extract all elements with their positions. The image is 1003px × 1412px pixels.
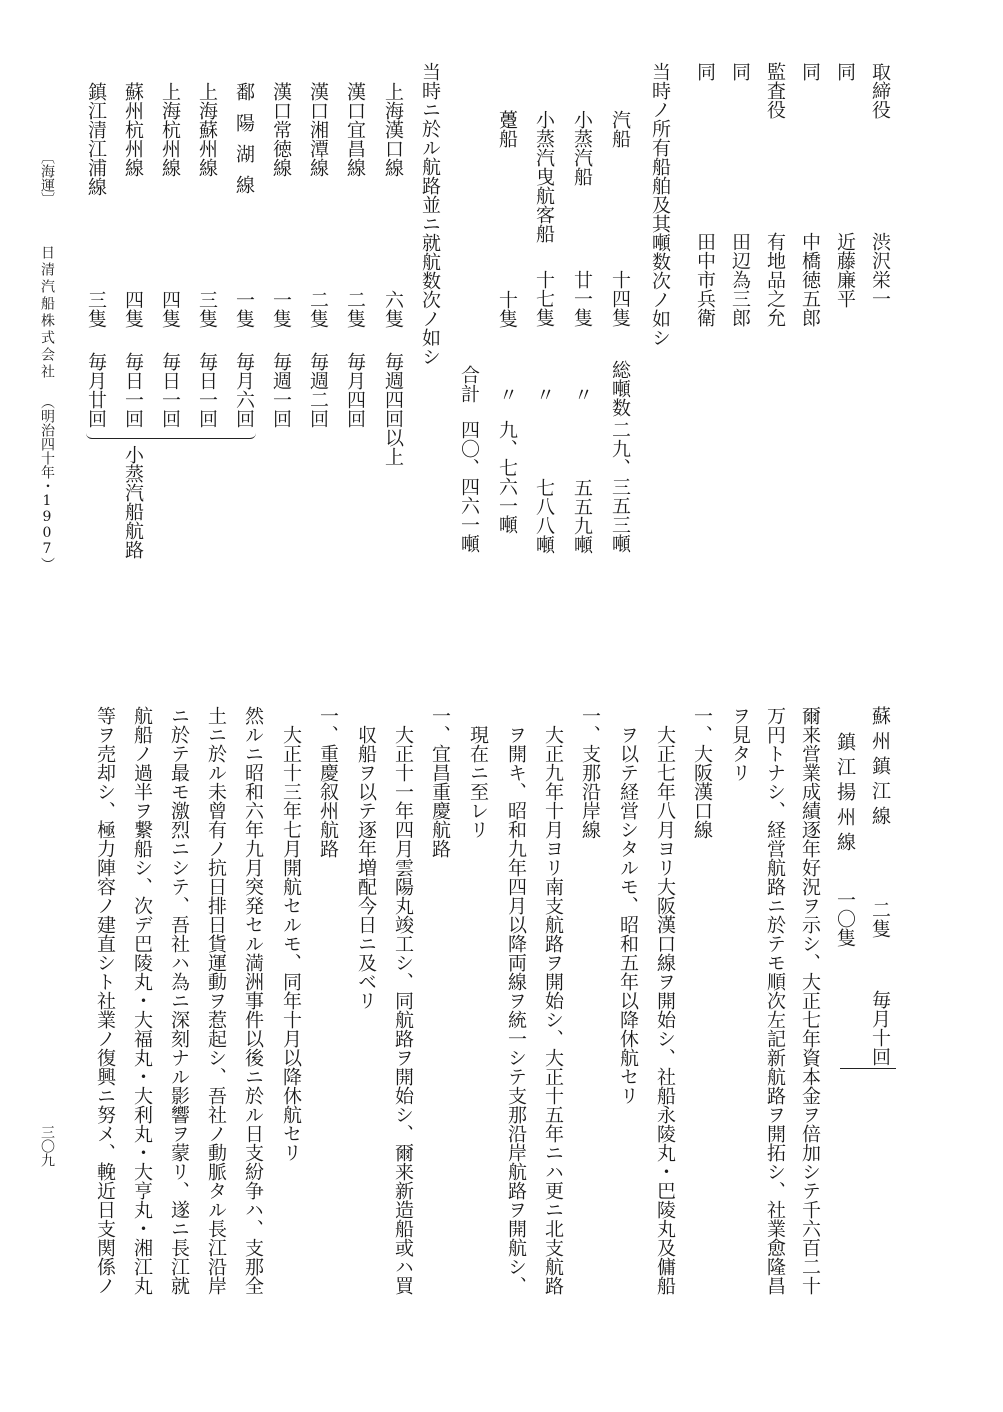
fleet-count: 廿一隻 — [571, 270, 593, 327]
route-line: 上海漢口線 — [382, 82, 404, 177]
route-line: 漢口常徳線 — [270, 82, 292, 177]
text-column: ヲ開キ、昭和九年四月以降両線ヲ統一シテ支那沿岸航路ヲ開航シ、 — [505, 725, 527, 1295]
footer-era: （明治四十年・1907） — [39, 395, 55, 571]
route-ships: 一〇隻 — [834, 890, 856, 947]
route-ships: 三隻 — [85, 290, 107, 328]
routes-heading: 当時ニ於ル航路並ニ就航数次ノ如シ — [419, 62, 441, 366]
route-freq: 毎月四回 — [344, 352, 366, 428]
fleet-count: 十四隻 — [609, 270, 631, 327]
text-column: 大正十一年四月雲陽丸竣工シ、同航路ヲ開始シ、爾来新造船或ハ買 — [392, 725, 414, 1295]
route-line: 漢口湘潭線 — [307, 82, 329, 177]
route-ships: 四隻 — [159, 290, 181, 328]
text-column: 現在ニ至レリ — [467, 725, 489, 839]
route-freq: 毎月廿回 — [85, 352, 107, 428]
route-group-brace — [86, 432, 256, 439]
text-column: 大正十三年七月開航セルモ、同年十月以降休航セリ — [280, 725, 302, 1162]
fleet-count: 十隻 — [496, 290, 518, 328]
officer-name: 近藤廉平 — [834, 232, 856, 308]
route-line: 鄱陽湖線 — [233, 82, 255, 206]
text-column: 爾来営業成績逐年好況ヲ示シ、大正七年資本金ヲ倍加シテ千六百二十 — [799, 706, 821, 1295]
route-freq: 毎日一回 — [196, 352, 218, 428]
officer-role: 取締役 — [869, 62, 891, 119]
section-heading: 一、支那沿岸線 — [579, 706, 601, 839]
text-column: 大正九年十月ヨリ南支航路ヲ開始シ、大正十五年ニハ更ニ北支航路 — [542, 725, 564, 1295]
route-brace — [840, 1040, 896, 1069]
text-column: 等ヲ売却シ、極力陣容ノ建直シト社業ノ復興ニ努メ、輓近日支関係ノ — [94, 706, 116, 1295]
officer-name: 有地品之允 — [764, 232, 786, 327]
text-column: 航船ノ過半ヲ繋船シ、次デ巴陵丸・大福丸・大利丸・大亨丸・湘江丸 — [131, 706, 153, 1295]
officer-role: 同 — [834, 62, 856, 81]
fleet-kind: 小蒸汽船 — [571, 110, 593, 186]
route-ships: 二隻 — [869, 900, 891, 938]
fleet-total: 四〇、四六一噸 — [458, 420, 480, 553]
route-line: 上海蘇州線 — [196, 82, 218, 177]
route-freq: 毎日一回 — [122, 352, 144, 428]
route-ships: 一隻 — [233, 290, 255, 328]
fleet-kind: 躉船 — [496, 110, 518, 148]
section-heading: 一、大阪漢口線 — [691, 706, 713, 839]
fleet-total-label: 合計 — [458, 365, 480, 403]
route-line: 蘇州杭州線 — [122, 82, 144, 177]
text-column: 万円トナシ、経営航路ニ於テモ順次左記新航路ヲ開拓シ、社業愈隆昌 — [764, 706, 786, 1295]
fleet-count: 十七隻 — [533, 270, 555, 327]
route-freq: 毎週二回 — [307, 352, 329, 428]
officer-name: 田辺為三郎 — [729, 232, 751, 327]
small-steam-label: 小蒸汽船航路 — [122, 445, 144, 559]
fleet-label: 総噸数 — [609, 360, 631, 417]
route-freq: 毎週四回以上 — [382, 352, 404, 466]
route-ships: 二隻 — [307, 290, 329, 328]
route-line: 漢口宜昌線 — [344, 82, 366, 177]
route-ships: 四隻 — [122, 290, 144, 328]
officer-name: 田中市兵衛 — [694, 232, 716, 327]
route-freq: 毎月六回 — [233, 352, 255, 428]
route-line: 蘇州鎮江線 — [869, 706, 891, 831]
text-column: ヲ見タリ — [729, 706, 751, 782]
route-line: 鎮江揚州線 — [834, 732, 856, 857]
fleet-tonnage: 二九、三五三噸 — [609, 420, 631, 553]
fleet-kind: 小蒸汽曳航客船 — [533, 110, 555, 243]
page-number: 三〇九 — [39, 1125, 55, 1167]
fleet-label: 〃 — [496, 385, 518, 404]
section-heading: 一、重慶叙州航路 — [317, 706, 339, 858]
fleet-label: 〃 — [571, 385, 593, 404]
footer-section: 〔海運〕 — [39, 150, 55, 206]
text-column: 収船ヲ以テ逐年増配今日ニ及ベリ — [355, 725, 377, 1010]
route-freq: 毎週一回 — [270, 352, 292, 428]
route-ships: 二隻 — [344, 290, 366, 328]
fleet-tonnage: 九、七六一噸 — [496, 420, 518, 534]
officer-role: 同 — [694, 62, 716, 81]
route-line: 鎮江清江浦線 — [85, 82, 107, 196]
fleet-heading: 当時ノ所有船舶及其噸数次ノ如シ — [649, 62, 671, 347]
route-ships: 三隻 — [196, 290, 218, 328]
text-column: 土ニ於ル未曾有ノ抗日排日貨運動ヲ惹起シ、吾社ノ動脈タル長江沿岸 — [205, 706, 227, 1295]
text-column: 然ルニ昭和六年九月突発セル満洲事件以後ニ於ル日支紛争ハ、支那全 — [242, 706, 264, 1295]
route-line: 上海杭州線 — [159, 82, 181, 177]
officer-name: 渋沢栄一 — [869, 232, 891, 308]
officer-name: 中橋徳五郎 — [799, 232, 821, 327]
route-ships: 一隻 — [270, 290, 292, 328]
footer-company: 日清汽船株式会社 — [39, 245, 55, 381]
officer-role: 監査役 — [764, 62, 786, 119]
officer-role: 同 — [799, 62, 821, 81]
route-ships: 六隻 — [382, 290, 404, 328]
route-freq: 毎日一回 — [159, 352, 181, 428]
fleet-tonnage: 五五九噸 — [571, 478, 593, 554]
text-column: ニ於テ最モ激烈ニシテ、吾社ハ為ニ深刻ナル影響ヲ蒙リ、遂ニ長江就 — [168, 706, 190, 1295]
fleet-tonnage: 七八八噸 — [533, 478, 555, 554]
fleet-label: 〃 — [533, 385, 555, 404]
section-heading: 一、宜昌重慶航路 — [429, 706, 451, 858]
text-column: ヲ以テ経営シタルモ、昭和五年以降休航セリ — [617, 725, 639, 1105]
route-freq: 毎月十回 — [869, 990, 891, 1066]
officer-role: 同 — [729, 62, 751, 81]
fleet-kind: 汽船 — [609, 110, 631, 148]
text-column: 大正七年八月ヨリ大阪漢口線ヲ開始シ、社船永陵丸・巴陵丸及傭船 — [654, 725, 676, 1295]
